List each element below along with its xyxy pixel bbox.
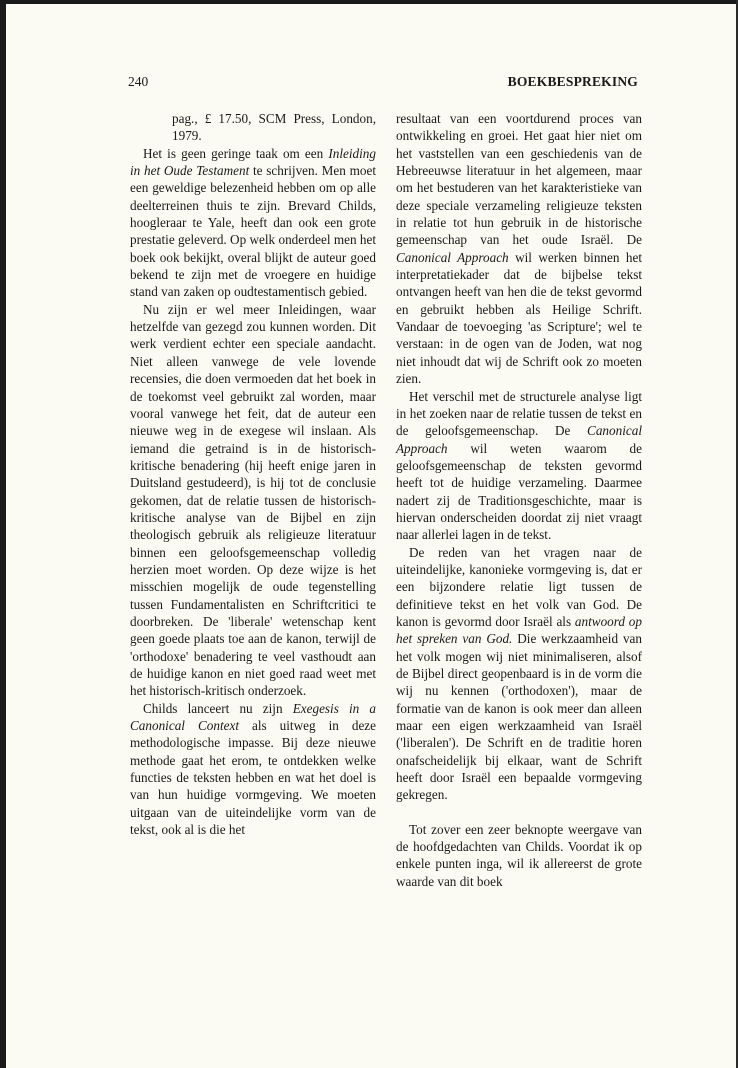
text-run: Het is geen geringe taak om een xyxy=(143,145,329,161)
book-citation xyxy=(130,110,376,145)
paragraph xyxy=(130,700,376,839)
scan-edge-left xyxy=(0,0,6,1068)
italic-title: Canonical Approach xyxy=(396,249,509,265)
running-head: BOEKBESPREKING xyxy=(507,74,638,89)
text-column-left xyxy=(130,110,376,838)
italic-title: Inleiding in het Oude Testament xyxy=(130,145,376,179)
paragraph xyxy=(396,388,642,544)
text-run: Het verschil met de structurele analyse ligt in het zoeken naar de relatie tussen de tekst en de geloofsgemeenschap. De xyxy=(396,388,642,439)
italic-title: Exegesis in a Canonical Context xyxy=(130,700,376,734)
text-run: pag., £ 17.50, SCM Press, London, 1979. xyxy=(172,111,376,144)
text-run: Die werkzaamheid van het volk mogen wij niet minimaliseren, alsof de Bijbel direct geopenbaard is in de vorm die wij nu kennen ('orthodoxen'), maar de formatie van de kanon is ook meer dan alleen maar een eigen werkzaamheid van Israël ('liberalen'). De Schrift en de traditie horen onafscheidelijk bij elkaar, want de Schrift heeft door Israël een bepaalde vormgeving gekregen. xyxy=(396,631,642,803)
italic-title: Canonical Approach xyxy=(396,423,642,456)
scan-edge-top xyxy=(0,0,738,4)
text-run: Nu zijn er wel meer Inleidingen, waar hetzelfde van gezegd zou kunnen worden. Dit werk verdient echter een speciale aandacht. Niet alleen vanwege de vele lovende recensies, die doen vermoeden dat het boek in de toekomst veel gebruikt zal worden, maar vooral vanwege het feit, dat de auteur een nieuwe weg in de exegese wil inslaan. Als iemand die getraind is in de historisch-kritische benadering (hij heeft enige jaren in Duitsland gestudeerd), is hij tot de conclusie gekomen, dat de relatie tussen de historisch-kritische analyse van de Bijbel en zijn theologisch gebruik als religieuze literatuur binnen een geloofsgemeenschap volledig herzien moet worden. Op deze wijze is het misschien mogelijk de oude tegenstelling tussen Fundamentalisten en Schriftcritici te doorbreken. De 'liberale' wetenschap kent geen goede plaats toe aan de kanon, terwijl de 'orthodoxe' benadering te veel vasthoudt aan de huidige kanon en niet goed raad weet met het historisch-kritisch onderzoek. xyxy=(130,301,376,699)
paragraph xyxy=(130,301,376,700)
page-header xyxy=(128,74,638,94)
italic-title: antwoord op het spreken van God. xyxy=(396,613,642,647)
text-run: wil weten waarom de geloofsgemeenschap de teksten gevormd heeft tot de huidige verzameling. Daarmee nadert zij de Traditionsgeschichte, maar is hiervan onderscheiden doordat zij niet vraagt naar allerlei lagen in de tekst. xyxy=(396,440,642,543)
text-run: De reden van het vragen naar de uiteindelijke, kanonieke vormgeving is, dat er een bijzondere relatie ligt tussen de definitieve tekst en het volk van God. De kanon is gevormd door Israël als xyxy=(396,544,642,629)
paragraph xyxy=(396,110,642,388)
text-column-right xyxy=(396,110,642,890)
text-run: te schrijven. Men moet een geweldige belezenheid hebben om op alle deelterreinen thuis te zijn. Brevard Childs, hoogleraar te Yale, heeft dan ook een grote prestatie geleverd. Op welk onderdeel men het boek ook bekijkt, overal blijkt de auteur goed bekend te zijn met de vroegere en huidige stand van zaken op oudtestamentisch gebied. xyxy=(130,163,376,300)
paragraph xyxy=(396,544,642,804)
page-number: 240 xyxy=(128,74,149,89)
paragraph xyxy=(396,821,642,890)
text-run: Tot zover een zeer beknopte weergave van de hoofdgedachten van Childs. Voordat ik op enkele punten inga, wil ik allereerst de grote waarde van dit boek xyxy=(396,821,642,889)
text-run: wil werken binnen het interpretatiekader dat de bijbelse tekst ontvangen heeft van hen die de tekst gevormd en gebruikt hebben als Heilige Schrift. Vandaar de toevoeging 'as Scripture'; wel te verstaan: in de ogen van de Joden, wat nog niet inhoudt dat wij de Schrift ook zo moeten zien. xyxy=(396,249,642,387)
text-run: Childs lanceert nu zijn xyxy=(143,700,293,716)
text-run: als uitweg in deze methodologische impasse. Bij deze nieuwe methode gaat het erom, te ontdekken welke functies de teksten hebben en wat het doel is van hun huidige vormgeving. We moeten uitgaan van de uiteindelijke vorm van de tekst, ook al is die het xyxy=(130,718,376,838)
text-run: resultaat van een voortdurend proces van ontwikkeling en groei. Het gaat hier niet om het vaststellen van een geschiedenis van de Hebreeuwse literatuur in het algemeen, maar om het bestuderen van het karakteristieke van deze speciale verzameling religieuze teksten in relatie tot hun gebruik in de historische gemeenschap van het oude Israël. De xyxy=(396,111,642,248)
paragraph xyxy=(130,145,376,301)
